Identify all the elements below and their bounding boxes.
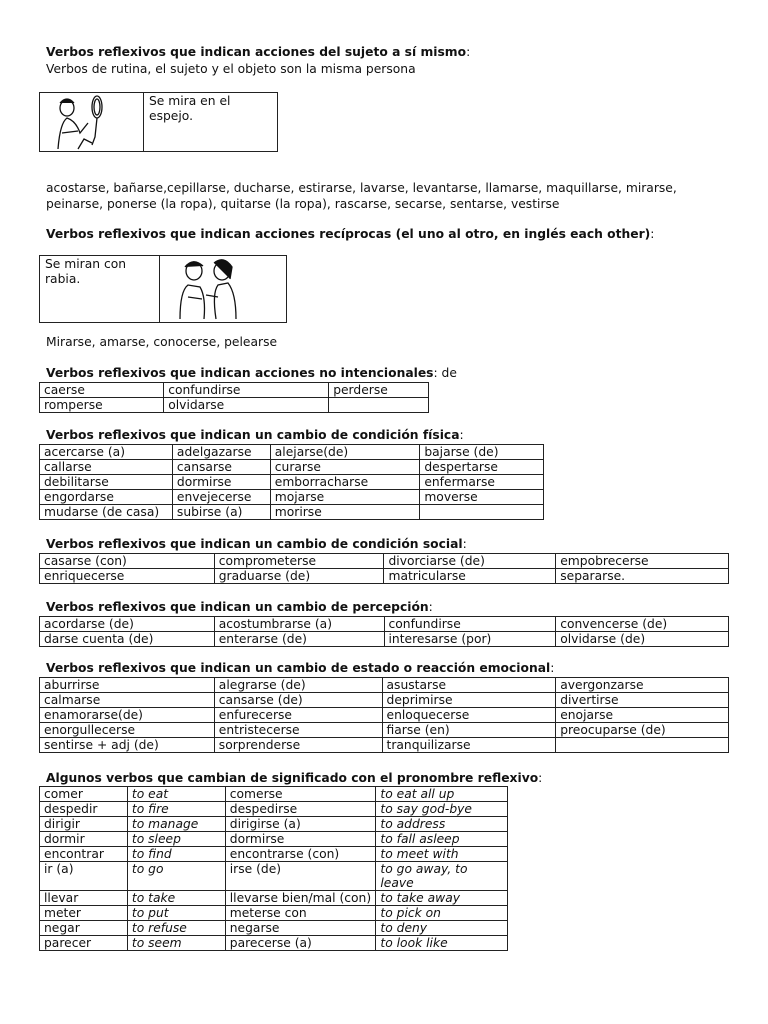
table-cell: acercarse (a): [40, 445, 173, 460]
table-cell: to pick on: [376, 906, 508, 921]
table-row: [40, 678, 729, 693]
figure-caption: Se mira en el espejo.: [149, 94, 231, 123]
table-cell: cansarse (de): [214, 693, 382, 708]
table-cell: matricularse: [384, 569, 556, 584]
table-cell: to seem: [127, 936, 225, 951]
table-cell: to manage: [127, 817, 225, 832]
figure-caption: Se miran con rabia.: [45, 257, 127, 286]
table-cell: ir (a): [40, 862, 128, 891]
table-cell: to fall asleep: [376, 832, 508, 847]
meaning-change-table: [39, 786, 508, 951]
table-cell: envejecerse: [172, 490, 270, 505]
table-row: [40, 862, 508, 891]
verb-list-line-2: peinarse, ponerse (la ropa), quitarse (la ropa), rascarse, secarse, sentarse, vestirse: [46, 197, 560, 211]
table-row: [40, 475, 544, 490]
figure-box-mirror: [39, 92, 278, 152]
table-cell: debilitarse: [40, 475, 173, 490]
table-cell: asustarse: [382, 678, 556, 693]
table-cell: negar: [40, 921, 128, 936]
table-cell: to deny: [376, 921, 508, 936]
table-row: [40, 708, 729, 723]
table-row: [40, 906, 508, 921]
table-cell: preocuparse (de): [556, 723, 729, 738]
table-cell: to sleep: [127, 832, 225, 847]
unintentional-verbs-table: [39, 382, 429, 413]
table-cell: divertirse: [556, 693, 729, 708]
table-row: [40, 936, 508, 951]
table-cell: to go: [127, 862, 225, 891]
table-cell: encontrarse (con): [225, 847, 376, 862]
table-row: [40, 817, 508, 832]
social-change-table: [39, 553, 729, 584]
table-cell: to meet with: [376, 847, 508, 862]
table-cell: irse (de): [225, 862, 376, 891]
table-cell: perderse: [329, 383, 429, 398]
table-cell: alegrarse (de): [214, 678, 382, 693]
table-cell: dormirse: [225, 832, 376, 847]
table-cell: dormirse: [172, 475, 270, 490]
table-row: [40, 383, 429, 398]
table-cell: entristecerse: [214, 723, 382, 738]
table-cell: to eat all up: [376, 787, 508, 802]
section-heading-meaning-change: Algunos verbos que cambian de significado con el pronombre reflexivo:: [46, 771, 543, 785]
table-cell: morirse: [270, 505, 420, 520]
table-cell: [420, 505, 544, 520]
table-cell: to put: [127, 906, 225, 921]
reciprocal-verb-list: Mirarse, amarse, conocerse, pelearse: [46, 335, 278, 349]
table-cell: aburrirse: [40, 678, 215, 693]
table-cell: to look like: [376, 936, 508, 951]
table-cell: enfermarse: [420, 475, 544, 490]
table-cell: sorprenderse: [214, 738, 382, 753]
section-heading-perception-change: Verbos reflexivos que indican un cambio de percepción:: [46, 600, 433, 614]
table-cell: olvidarse: [164, 398, 329, 413]
table-cell: curarse: [270, 460, 420, 475]
section-heading-physical-change: Verbos reflexivos que indican un cambio de condición física:: [46, 428, 464, 442]
table-row: [40, 398, 429, 413]
table-cell: separarse.: [556, 569, 729, 584]
table-cell: parecer: [40, 936, 128, 951]
table-cell: dormir: [40, 832, 128, 847]
table-cell: parecerse (a): [225, 936, 376, 951]
table-row: [40, 693, 729, 708]
table-row: [40, 460, 544, 475]
table-cell: enloquecerse: [382, 708, 556, 723]
emotional-change-table: [39, 677, 729, 753]
section-heading-social-change: Verbos reflexivos que indican un cambio de condición social:: [46, 537, 467, 551]
table-cell: despedirse: [225, 802, 376, 817]
table-cell: avergonzarse: [556, 678, 729, 693]
table-cell: dirigir: [40, 817, 128, 832]
perception-change-table: [39, 616, 729, 647]
table-row: [40, 569, 729, 584]
table-cell: meter: [40, 906, 128, 921]
table-cell: enfurecerse: [214, 708, 382, 723]
table-cell: tranquilizarse: [382, 738, 556, 753]
table-row: [40, 847, 508, 862]
table-cell: caerse: [40, 383, 164, 398]
table-cell: enojarse: [556, 708, 729, 723]
table-cell: alejarse(de): [270, 445, 420, 460]
section-subline: Verbos de rutina, el sujeto y el objeto son la misma persona: [46, 62, 416, 76]
table-cell: romperse: [40, 398, 164, 413]
table-cell: llevar: [40, 891, 128, 906]
table-row: [40, 632, 729, 647]
table-cell: to fire: [127, 802, 225, 817]
table-cell: casarse (con): [40, 554, 215, 569]
table-cell: encontrar: [40, 847, 128, 862]
table-cell: enamorarse(de): [40, 708, 215, 723]
table-cell: [556, 738, 729, 753]
table-cell: despertarse: [420, 460, 544, 475]
table-cell: enorgullecerse: [40, 723, 215, 738]
table-cell: enriquecerse: [40, 569, 215, 584]
table-cell: to address: [376, 817, 508, 832]
table-cell: acostumbrarse (a): [214, 617, 384, 632]
table-cell: despedir: [40, 802, 128, 817]
table-cell: to take: [127, 891, 225, 906]
table-row: [40, 738, 729, 753]
table-cell: confundirse: [384, 617, 556, 632]
table-cell: emborracharse: [270, 475, 420, 490]
section-heading-reciprocal: Verbos reflexivos que indican acciones recíprocas (el uno al otro, en inglés each other):: [46, 227, 655, 241]
table-cell: darse cuenta (de): [40, 632, 215, 647]
table-row: [40, 445, 544, 460]
table-cell: to go away, to leave: [376, 862, 508, 891]
table-cell: meterse con: [225, 906, 376, 921]
verb-list-line-1: acostarse, bañarse,cepillarse, ducharse, estirarse, lavarse, levantarse, llamarse, maquillarse, mirarse,: [46, 181, 677, 195]
section-heading-unintentional: Verbos reflexivos que indican acciones no intencionales: de: [46, 366, 457, 380]
table-cell: acordarse (de): [40, 617, 215, 632]
table-row: [40, 554, 729, 569]
table-row: [40, 490, 544, 505]
table-cell: comerse: [225, 787, 376, 802]
table-row: [40, 832, 508, 847]
table-cell: to say god-bye: [376, 802, 508, 817]
two-people-illustration: [166, 257, 256, 321]
table-cell: llevarse bien/mal (con): [225, 891, 376, 906]
table-row: [40, 723, 729, 738]
table-cell: mudarse (de casa): [40, 505, 173, 520]
table-cell: to eat: [127, 787, 225, 802]
table-cell: olvidarse (de): [556, 632, 729, 647]
table-cell: mojarse: [270, 490, 420, 505]
table-cell: calmarse: [40, 693, 215, 708]
table-cell: divorciarse (de): [384, 554, 556, 569]
table-cell: empobrecerse: [556, 554, 729, 569]
physical-change-table: [39, 444, 544, 520]
table-cell: bajarse (de): [420, 445, 544, 460]
table-cell: to refuse: [127, 921, 225, 936]
table-cell: subirse (a): [172, 505, 270, 520]
table-cell: enterarse (de): [214, 632, 384, 647]
table-cell: callarse: [40, 460, 173, 475]
woman-mirror-illustration: [48, 93, 118, 151]
table-row: [40, 921, 508, 936]
table-cell: moverse: [420, 490, 544, 505]
table-cell: [329, 398, 429, 413]
table-cell: to find: [127, 847, 225, 862]
table-cell: adelgazarse: [172, 445, 270, 460]
table-cell: sentirse + adj (de): [40, 738, 215, 753]
table-row: [40, 617, 729, 632]
table-cell: convencerse (de): [556, 617, 729, 632]
table-cell: cansarse: [172, 460, 270, 475]
section-heading-reflexive-self: Verbos reflexivos que indican acciones del sujeto a sí mismo:: [46, 45, 471, 59]
table-cell: dirigirse (a): [225, 817, 376, 832]
figure-box-reciprocal: [39, 255, 287, 323]
table-row: [40, 505, 544, 520]
table-cell: confundirse: [164, 383, 329, 398]
section-heading-emotional-change: Verbos reflexivos que indican un cambio de estado o reacción emocional:: [46, 661, 555, 675]
table-cell: deprimirse: [382, 693, 556, 708]
table-cell: negarse: [225, 921, 376, 936]
table-row: [40, 802, 508, 817]
table-cell: comer: [40, 787, 128, 802]
table-cell: interesarse (por): [384, 632, 556, 647]
table-row: [40, 891, 508, 906]
table-cell: engordarse: [40, 490, 173, 505]
table-cell: to take away: [376, 891, 508, 906]
table-row: [40, 787, 508, 802]
table-cell: fiarse (en): [382, 723, 556, 738]
table-cell: graduarse (de): [214, 569, 384, 584]
table-cell: comprometerse: [214, 554, 384, 569]
